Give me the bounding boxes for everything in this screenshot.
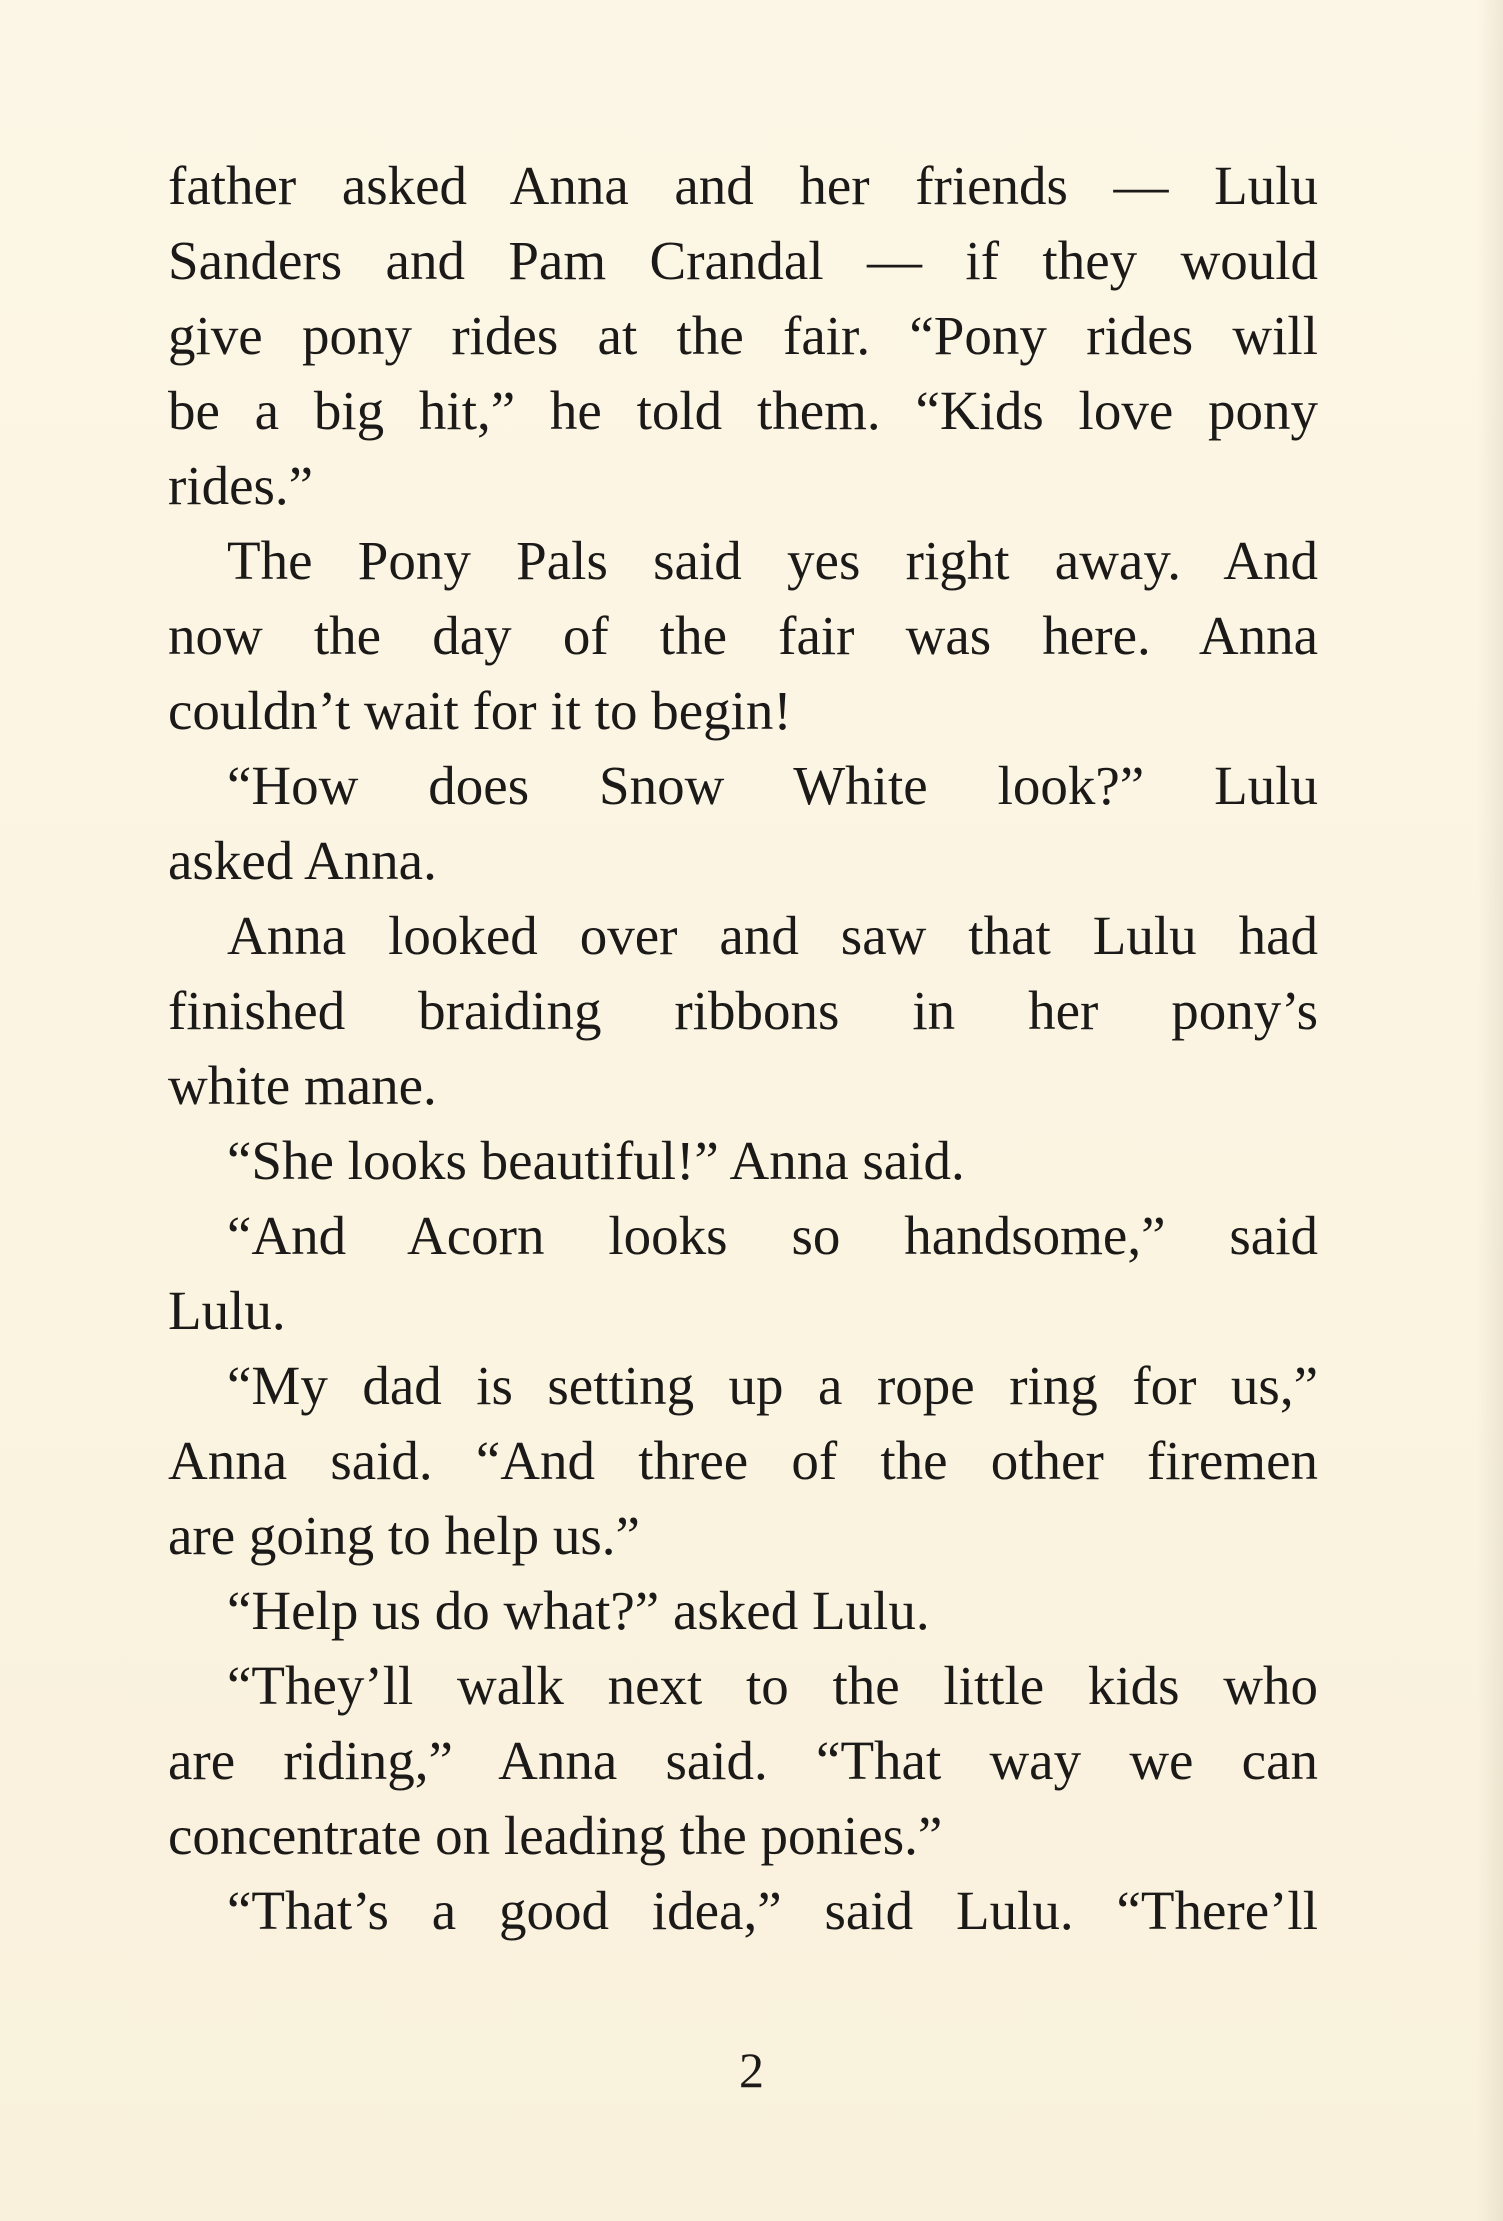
page-number: 2 xyxy=(739,2042,764,2098)
text-line: “And Acorn looks so handsome,” said xyxy=(227,1205,1318,1266)
page-edge-shadow xyxy=(1477,0,1503,2221)
text-line: Sanders and Pam Crandal — if they would xyxy=(168,230,1318,291)
text-line: “That’s a good idea,” said Lulu. “There’ll xyxy=(227,1880,1318,1941)
text-line: “Help us do what?” asked Lulu. xyxy=(227,1580,930,1641)
text-line: give pony rides at the fair. “Pony rides will xyxy=(168,305,1318,366)
text-line: now the day of the fair was here. Anna xyxy=(168,605,1318,666)
text-line: rides.” xyxy=(168,455,314,516)
text-line: couldn’t wait for it to begin! xyxy=(168,680,792,741)
text-line: “My dad is setting up a rope ring for us,” xyxy=(227,1355,1318,1416)
text-line: Lulu. xyxy=(168,1280,286,1341)
text-line: Anna looked over and saw that Lulu had xyxy=(227,905,1318,966)
text-line: concentrate on leading the ponies.” xyxy=(168,1805,943,1866)
text-line: The Pony Pals said yes right away. And xyxy=(227,530,1318,591)
text-line: are going to help us.” xyxy=(168,1505,640,1566)
text-line: “She looks beautiful!” Anna said. xyxy=(227,1130,965,1191)
text-line: be a big hit,” he told them. “Kids love pony xyxy=(168,380,1318,441)
body-text xyxy=(168,148,1318,1948)
text-line: finished braiding ribbons in her pony’s xyxy=(168,980,1318,1041)
text-line: “They’ll walk next to the little kids who xyxy=(227,1655,1318,1716)
text-line: asked Anna. xyxy=(168,830,437,891)
text-line: “How does Snow White look?” Lulu xyxy=(227,755,1318,816)
text-line: Anna said. “And three of the other firemen xyxy=(168,1430,1318,1491)
text-line: are riding,” Anna said. “That way we can xyxy=(168,1730,1318,1791)
text-line: father asked Anna and her friends — Lulu xyxy=(168,155,1318,216)
text-line: white mane. xyxy=(168,1055,437,1116)
